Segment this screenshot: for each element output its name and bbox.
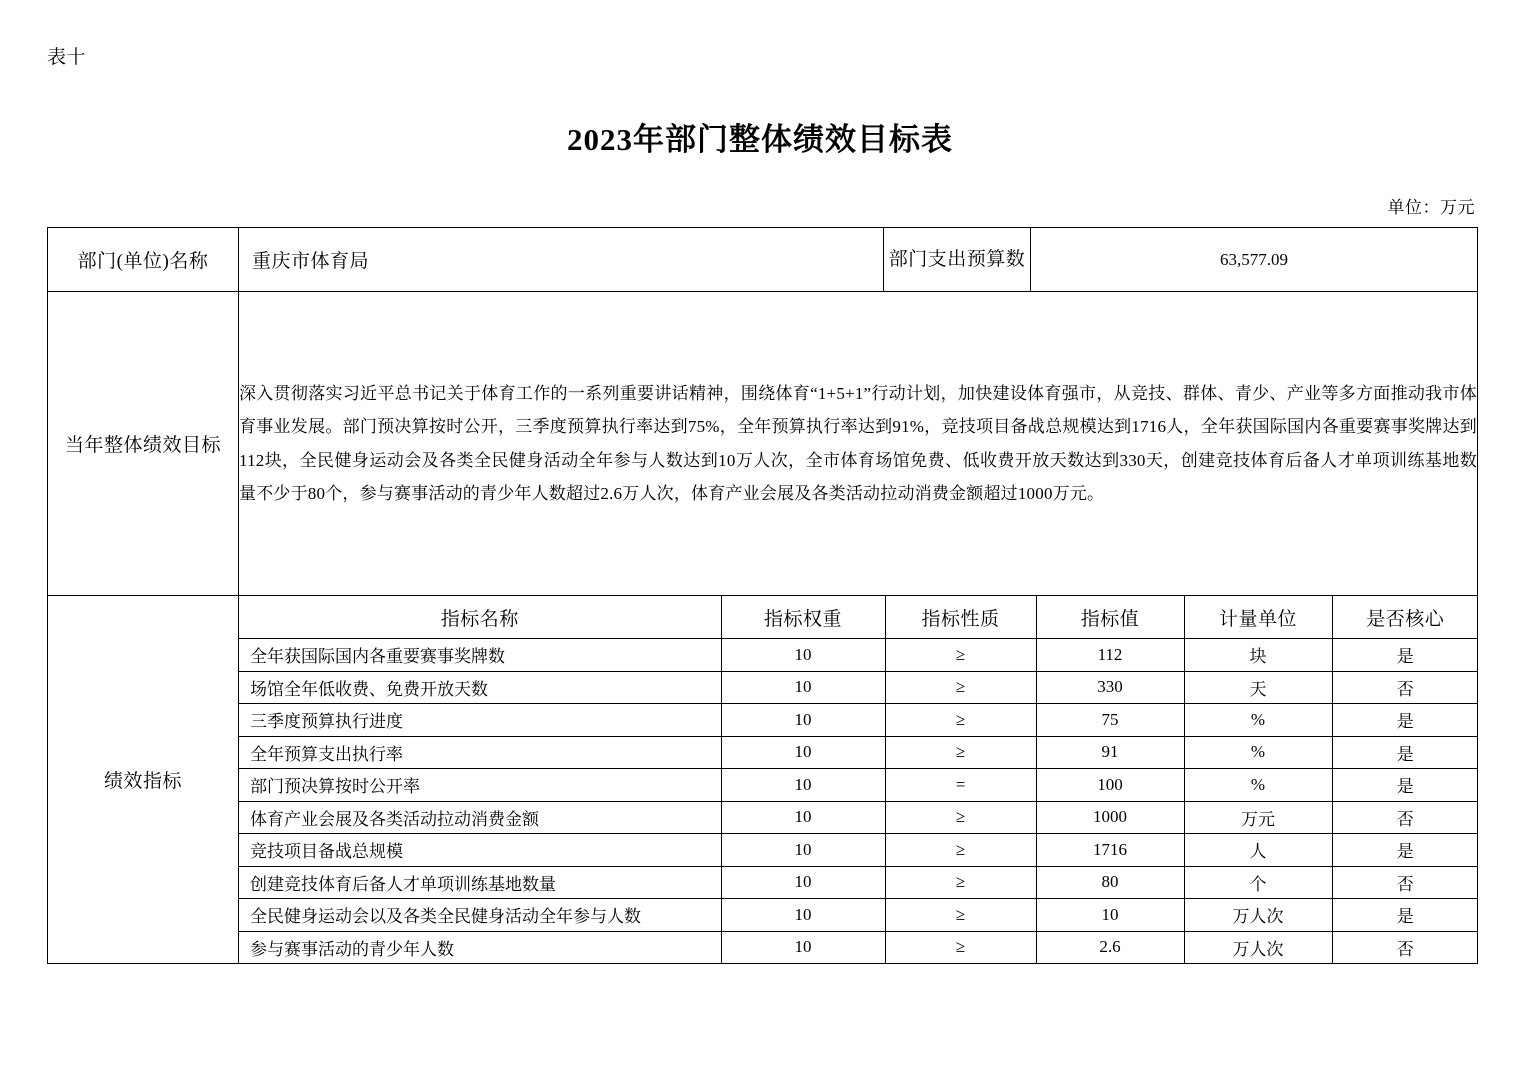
indicator-nature: ≥ [885,671,1036,704]
table-row [239,639,1478,672]
indicator-weight: 10 [721,704,885,737]
indicator-value: 112 [1036,639,1184,672]
department-name-label: 部门(单位)名称 [48,228,239,292]
indicator-unit: % [1184,736,1332,769]
column-header: 计量单位 [1184,596,1332,639]
indicators-container [239,596,1478,964]
indicators-table [239,596,1478,963]
indicator-name: 竞技项目备战总规模 [239,834,721,867]
indicator-nature: = [885,769,1036,802]
indicator-unit: 天 [1184,671,1332,704]
indicator-name: 部门预决算按时公开率 [239,769,721,802]
table-row [239,834,1478,867]
table-row [239,736,1478,769]
column-header: 是否核心 [1332,596,1478,639]
table-row [239,899,1478,932]
table-row [239,866,1478,899]
page-title: 2023年部门整体绩效目标表 [567,122,953,157]
table-row-annual-goal [48,292,1478,596]
indicator-core-flag: 是 [1332,736,1478,769]
unit-note: 单位：万元 [1387,198,1475,217]
annual-goal-text: 深入贯彻落实习近平总书记关于体育工作的一系列重要讲话精神，围绕体育“1+5+1”行动计划，加快建设体育强市，从竞技、群体、青少、产业等多方面推动我市体育事业发展。部门预决算按时公开，三季度预算执行率达到75%，全年预算执行率达到91%，竞技项目备战总规模达到1716人，全年获国际国内各重要赛事奖牌达到112块，全民健身运动会及各类全民健身活动全年参与人数达到10万人次，全市体育场馆免费、低收费开放天数达到330天，创建竞技体育后备人才单项训练基地数量不少于80个，参与赛事活动的青少年人数超过2.6万人次，体育产业会展及各类活动拉动消费金额超过1000万元。 [239,292,1478,596]
indicator-name: 参与赛事活动的青少年人数 [239,931,721,963]
indicator-weight: 10 [721,639,885,672]
table-row [239,801,1478,834]
indicator-name: 全民健身运动会以及各类全民健身活动全年参与人数 [239,899,721,932]
indicator-unit: % [1184,769,1332,802]
performance-goal-table [47,227,1478,964]
performance-indicators-label: 绩效指标 [48,596,239,964]
indicator-core-flag: 否 [1332,671,1478,704]
table-row [239,704,1478,737]
indicator-value: 330 [1036,671,1184,704]
column-header: 指标名称 [239,596,721,639]
table-row-department [48,228,1478,292]
indicator-nature: ≥ [885,704,1036,737]
indicator-value: 1000 [1036,801,1184,834]
indicator-name: 体育产业会展及各类活动拉动消费金额 [239,801,721,834]
indicator-name: 三季度预算执行进度 [239,704,721,737]
indicator-name: 场馆全年低收费、免费开放天数 [239,671,721,704]
table-row-indicators [48,596,1478,964]
budget-label: 部门支出预算数 [884,228,1031,292]
department-name-value: 重庆市体育局 [239,228,884,292]
indicator-value: 10 [1036,899,1184,932]
indicator-value: 100 [1036,769,1184,802]
indicator-unit: 块 [1184,639,1332,672]
column-header: 指标值 [1036,596,1184,639]
budget-value: 63,577.09 [1031,228,1478,292]
indicator-nature: ≥ [885,801,1036,834]
indicator-core-flag: 是 [1332,704,1478,737]
indicator-nature: ≥ [885,834,1036,867]
indicator-core-flag: 否 [1332,931,1478,963]
indicator-value: 75 [1036,704,1184,737]
indicator-value: 91 [1036,736,1184,769]
indicator-core-flag: 是 [1332,899,1478,932]
annual-goal-label: 当年整体绩效目标 [48,292,239,596]
indicator-unit: 人 [1184,834,1332,867]
indicator-weight: 10 [721,736,885,769]
indicator-weight: 10 [721,899,885,932]
indicator-name: 创建竞技体育后备人才单项训练基地数量 [239,866,721,899]
table-row [239,931,1478,963]
indicator-unit: 万元 [1184,801,1332,834]
table-row [239,769,1478,802]
indicator-core-flag: 是 [1332,769,1478,802]
indicator-core-flag: 是 [1332,834,1478,867]
indicator-unit: 个 [1184,866,1332,899]
indicator-weight: 10 [721,834,885,867]
indicator-weight: 10 [721,801,885,834]
indicator-nature: ≥ [885,639,1036,672]
indicator-value: 80 [1036,866,1184,899]
indicator-weight: 10 [721,769,885,802]
indicator-nature: ≥ [885,866,1036,899]
indicator-unit: 万人次 [1184,931,1332,963]
indicator-weight: 10 [721,866,885,899]
indicator-weight: 10 [721,931,885,963]
indicator-core-flag: 否 [1332,866,1478,899]
indicator-nature: ≥ [885,899,1036,932]
indicator-nature: ≥ [885,931,1036,963]
table-row [239,671,1478,704]
indicator-nature: ≥ [885,736,1036,769]
indicator-value: 2.6 [1036,931,1184,963]
indicator-core-flag: 否 [1332,801,1478,834]
indicator-unit: % [1184,704,1332,737]
column-header: 指标性质 [885,596,1036,639]
indicator-name: 全年获国际国内各重要赛事奖牌数 [239,639,721,672]
indicator-value: 1716 [1036,834,1184,867]
indicator-name: 全年预算支出执行率 [239,736,721,769]
sheet-label: 表十 [47,47,87,68]
column-header: 指标权重 [721,596,885,639]
indicator-unit: 万人次 [1184,899,1332,932]
indicator-core-flag: 是 [1332,639,1478,672]
indicator-weight: 10 [721,671,885,704]
indicators-header-row [239,596,1478,639]
